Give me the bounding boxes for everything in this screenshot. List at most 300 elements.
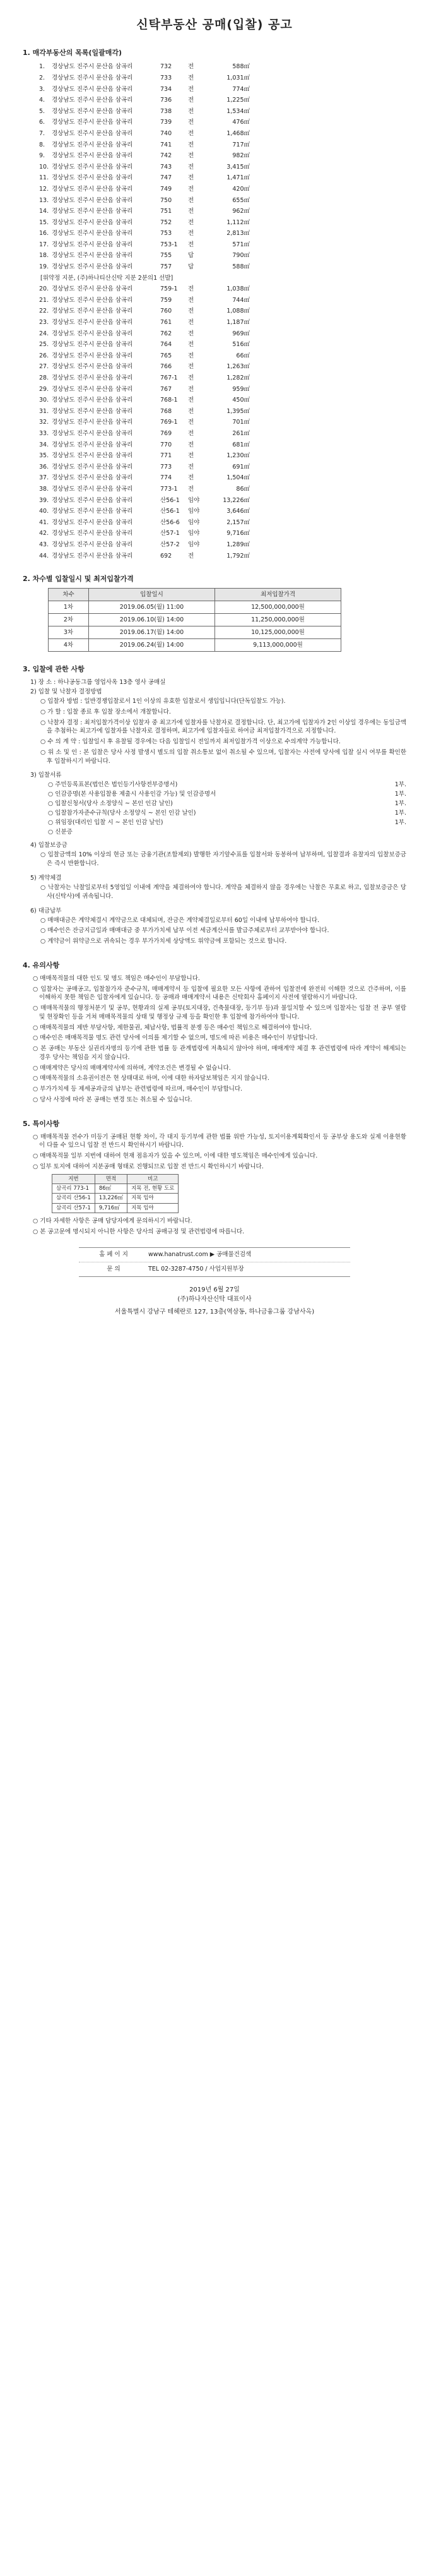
list-item [39, 217, 406, 229]
property-no: 37. [39, 474, 49, 482]
deposit-text: ○ 입찰금액의 10% 이상의 현금 또는 금융기관(조합제외) 발행한 자기앞수표를 입찰서와 동봉하여 납부하며, 입찰결과 유찰자의 입찰보증금은 즉시 반환합니다. [40, 851, 406, 868]
cell-note: 지목 임야 [127, 1203, 179, 1213]
table-row [49, 614, 341, 626]
property-area: 1,263㎡ [226, 363, 250, 371]
section5-heading: 5. 특이사항 [23, 1119, 60, 1128]
property-area: 790㎡ [232, 252, 250, 260]
property-no: 15. [39, 219, 49, 226]
private-contract-item: ○ 수 의 계 약 : 입찰일시 후 유찰될 경우에는 다음 입찰일시 전일까지 최저입찰가격 이상으로 수의계약 가능합니다. [40, 738, 341, 746]
property-lot: 740 [160, 129, 172, 137]
list-item [39, 306, 406, 318]
property-address: 경상남도 진주시 문산읍 삼곡리 [52, 163, 133, 171]
property-address: 경상남도 진주시 문산읍 삼곡리 [52, 285, 133, 293]
special-item: ○ 매매목적물 전수가 미등기 공매된 현황 차이, 각 대지 등기부에 관한 법률 위반 가능성, 토지이용계획확인서 등 공부상 용도와 실제 이용현황이 다를 수 있으니 입찰 전 반드시 확인하시기 바랍니다. [33, 1133, 406, 1149]
property-address: 경상남도 진주시 문산읍 삼곡리 [52, 152, 133, 160]
property-lot: 753 [160, 230, 172, 237]
property-type: 임야 [188, 518, 200, 526]
table-row [49, 626, 341, 639]
property-area: 774㎡ [232, 85, 250, 93]
property-no: 31. [39, 407, 49, 415]
property-area: 420㎡ [232, 185, 250, 193]
list-item [39, 261, 406, 273]
property-type: 임야 [188, 530, 200, 537]
col-header-round: 차수 [49, 589, 89, 601]
property-lot: 751 [160, 208, 172, 215]
property-address: 경상남도 진주시 문산읍 삼곡리 [52, 363, 133, 371]
property-lot: 762 [160, 330, 172, 337]
property-no: 23. [39, 319, 49, 326]
property-type: 전 [188, 208, 194, 215]
property-lot: 769-1 [160, 419, 178, 426]
special-address-table [52, 1174, 179, 1213]
list-item [39, 61, 406, 73]
list-item [39, 339, 406, 350]
list-item [39, 462, 406, 473]
property-type: 임야 [188, 496, 200, 504]
section4-heading: 4. 유의사항 [23, 961, 60, 969]
contract-heading: 5) 계약체결 [30, 874, 62, 882]
winner-item: ○ 낙찰자 결정 : 최저입찰가격이상 입찰자 중 최고가에 입찰자를 낙찰자로 결정합니다. 단, 최고가에 입찰자가 2인 이상일 경우에는 동일금액을 추첨하는 최고가에 입찰자를 낙찰자로 결정하며, 최고가에 입찰자들로 하여금 최저입찰가격으로 지정합니다. [40, 719, 406, 735]
property-type: 전 [188, 163, 194, 171]
property-area: 9,716㎡ [226, 530, 250, 537]
property-lot: 산57-2 [160, 541, 180, 548]
property-address: 경상남도 진주시 문산읍 삼곡리 [52, 107, 133, 115]
property-area: 969㎡ [232, 330, 250, 337]
document-count: 1부. [394, 781, 406, 789]
document-label: ○ 입찰신청서(당사 소정양식 ~ 본인 인감 날인) [48, 800, 173, 808]
property-type: 전 [188, 219, 194, 226]
list-item [39, 251, 406, 262]
property-address: 경상남도 진주시 문산읍 삼곡리 [52, 319, 133, 326]
property-no: 10. [39, 163, 49, 171]
property-address: 경상남도 진주시 문산읍 삼곡리 [52, 219, 133, 226]
special-item: ○ 본 공고문에 명시되지 아니한 사항은 당사의 공매규정 및 관련법령에 따릅니다. [33, 1228, 245, 1235]
cell-lot: 삼곡리 산57-1 [52, 1203, 95, 1213]
caution-item: ○ 부가가치세 등 제세공과금의 납부는 관련법령에 따르며, 매수인이 부담합니다. [33, 1086, 243, 1093]
document-count: 1부. [394, 800, 406, 808]
list-item [39, 284, 406, 295]
property-type: 전 [188, 397, 194, 404]
list-item [39, 373, 406, 384]
cell-round: 3차 [49, 626, 89, 639]
cell-note: 지목 임야 [127, 1194, 179, 1203]
contact-row [79, 1262, 350, 1276]
caution-item: ○ 본 공매는 부동산 실권리자명의 등기에 관한 법률 등 관계법령에 저촉되지 않아야 하며, 매매계약 체결 후 관련법령에 따라 계약이 해제되는 경우 당사는 책임을 지지 않습니다. [33, 1045, 406, 1061]
property-no: 16. [39, 230, 49, 237]
table-row [49, 601, 341, 614]
caution-item: ○ 매매목적물의 제반 부담사항, 제한물권, 체납사항, 법률적 분쟁 등은 매수인 책임으로 해결하여야 합니다. [33, 1024, 312, 1031]
property-area: 1,112㎡ [226, 219, 250, 226]
property-no: 20. [39, 285, 49, 293]
property-address: 경상남도 진주시 문산읍 삼곡리 [52, 518, 133, 526]
cell-lot: 삼곡리 산56-1 [52, 1194, 95, 1203]
property-no: 21. [39, 296, 49, 304]
col-header-note: 비고 [127, 1174, 179, 1183]
property-type: 전 [188, 129, 194, 137]
method-item: ○ 입찰자 방법 : 일반경쟁입찰로서 1인 이상의 유효한 입찰로서 생입입니다(단독입찰도 가능). [40, 698, 286, 705]
property-note: [위약정 지분, (주)하나티산신탁 지분 2분의1 선발] [40, 274, 173, 282]
list-item [39, 206, 406, 217]
property-type: 전 [188, 107, 194, 115]
contact-value: TEL 02-3287-4750 / 사업지원부장 [148, 1266, 244, 1273]
property-type: 전 [188, 385, 194, 393]
property-no: 35. [39, 452, 49, 460]
property-no: 28. [39, 374, 49, 382]
property-address: 경상남도 진주시 문산읍 삼곡리 [52, 496, 133, 504]
contact-row [79, 1248, 350, 1262]
cell-date: 2019.06.17(월) 14:00 [89, 626, 215, 639]
property-address: 경상남도 진주시 문산읍 삼곡리 [52, 208, 133, 215]
list-item [39, 384, 406, 395]
property-area: 3,415㎡ [226, 163, 250, 171]
property-no: 5. [39, 107, 45, 115]
property-lot: 753-1 [160, 241, 178, 248]
list-item [39, 239, 406, 251]
document-label: ○ 인감증명(본 사용입찰용 제출시 사용인감 가능) 및 인감증명서 [48, 791, 216, 798]
payment-text-2: ○ 매수인은 잔금지급일과 매매대금 중 부가가치세 납부 이전 세금계산서를 발급주체로부터 교부받아야 합니다. [40, 927, 329, 935]
property-lot: 770 [160, 441, 172, 448]
property-lot: 743 [160, 163, 172, 171]
property-type: 답 [188, 252, 194, 260]
property-no: 19. [39, 263, 49, 271]
cell-price: 12,500,000,000원 [215, 601, 341, 614]
property-area: 962㎡ [232, 208, 250, 215]
cell-note: 지목 전, 현황 도로 [127, 1184, 179, 1194]
section3-heading: 3. 입찰에 관한 사항 [23, 665, 85, 674]
property-area: 588㎡ [232, 263, 250, 271]
document-count: 1부. [394, 819, 406, 827]
property-address: 경상남도 진주시 문산읍 삼곡리 [52, 419, 133, 426]
property-lot: 742 [160, 152, 172, 160]
property-address: 경상남도 진주시 문산읍 삼곡리 [52, 429, 133, 437]
cancel-item: ○ 위 소 및 인 : 본 입찰은 당사 사정 발생시 별도의 입찰 취소통보 없이 취소될 수 있으며, 입찰자는 사전에 당사에 입찰 실시 여부를 확인한 후 입찰하시기 바랍니다. [40, 748, 406, 765]
property-lot: 741 [160, 141, 172, 148]
property-area: 1,468㎡ [226, 129, 250, 137]
property-type: 전 [188, 241, 194, 248]
property-type: 전 [188, 474, 194, 482]
property-lot: 771 [160, 452, 172, 460]
list-item [39, 528, 406, 539]
property-lot: 739 [160, 119, 172, 126]
property-no: 7. [39, 129, 45, 137]
list-item [39, 406, 406, 417]
cell-price: 11,250,000,000원 [215, 614, 341, 626]
property-address: 경상남도 진주시 문산읍 삼곡리 [52, 174, 133, 182]
property-lot: 734 [160, 85, 172, 93]
document-item [30, 818, 406, 828]
table-header-row [52, 1174, 179, 1183]
list-item [39, 150, 406, 162]
cell-round: 4차 [49, 639, 89, 652]
property-area: 13,226㎡ [223, 496, 250, 504]
caution-item: ○ 매매목적물의 행정처분기 및 공부, 현황과의 실제 공부(토지대장, 건축물대장, 등기부 등)과 불일치할 수 있으며 입찰자는 입찰 전 공부 열람 및 현장확인 등을 거쳐 매매목적물의 상태 및 행정상 규제 등을 확인한 후 입찰에 참가하여야 합니다. [33, 1005, 406, 1021]
property-address: 경상남도 진주시 문산읍 삼곡리 [52, 352, 133, 359]
property-lot: 산56-1 [160, 508, 180, 515]
property-area: 1,792㎡ [226, 552, 250, 560]
property-type: 임야 [188, 508, 200, 515]
property-lot: 산56-1 [160, 496, 180, 504]
cell-date: 2019.06.05(월) 11:00 [89, 601, 215, 614]
property-no: 29. [39, 385, 49, 393]
cell-price: 9,113,000,000원 [215, 639, 341, 652]
list-item [39, 117, 406, 128]
document-label: ○ 입찰참가자준수규칙(당사 소정양식 ~ 본인 인감 날인) [48, 810, 196, 817]
property-area: 476㎡ [232, 119, 250, 126]
special-item: ○ 매매목적물 일부 지번에 대하여 현재 점유자가 있을 수 있으며, 이에 대한 명도책임은 매수인에게 있습니다. [33, 1153, 318, 1160]
property-address: 경상남도 진주시 문산읍 삼곡리 [52, 530, 133, 537]
property-area: 1,471㎡ [226, 174, 250, 182]
caution-item: ○ 매매목적물의 대한 인도 및 명도 책임은 매수인이 부담합니다. [33, 974, 200, 982]
property-no: 1. [39, 63, 45, 71]
property-type: 전 [188, 363, 194, 371]
property-no: 14. [39, 208, 49, 215]
section1-heading: 1. 매각부동산의 목록(일괄매각) [23, 48, 122, 57]
list-item [39, 395, 406, 406]
cell-area: 86㎡ [95, 1184, 127, 1194]
caution-item: ○ 매수인은 매매목적물 명도 관련 당사에 이의를 제기할 수 없으며, 명도에 따른 비용은 매수인이 부담합니다. [33, 1034, 318, 1042]
property-area: 1,088㎡ [226, 308, 250, 315]
list-item [39, 84, 406, 95]
property-area: 588㎡ [232, 63, 250, 71]
property-no: 11. [39, 174, 49, 182]
document-label: ○ 주민등록표본(법인은 법인등기사항전부증명서) [48, 781, 178, 789]
property-area: 744㎡ [232, 296, 250, 304]
list-item [39, 195, 406, 207]
list-item [39, 128, 406, 140]
property-address: 경상남도 진주시 문산읍 삼곡리 [52, 508, 133, 515]
property-area: 701㎡ [232, 419, 250, 426]
property-area: 1,534㎡ [226, 107, 250, 115]
property-type: 전 [188, 174, 194, 182]
property-no: 3. [39, 85, 45, 93]
property-lot: 736 [160, 97, 172, 104]
cell-lot: 삼곡리 773-1 [52, 1184, 95, 1194]
list-item [39, 172, 406, 184]
list-item [39, 162, 406, 173]
list-item [39, 184, 406, 195]
list-item [39, 328, 406, 340]
table-row [52, 1203, 179, 1213]
table-header-row [49, 589, 341, 601]
property-address: 경상남도 진주시 문산읍 삼곡리 [52, 241, 133, 248]
property-area: 571㎡ [232, 241, 250, 248]
property-type: 전 [188, 330, 194, 337]
property-lot: 760 [160, 308, 172, 315]
contact-box [79, 1247, 350, 1277]
property-type: 전 [188, 63, 194, 71]
list-item [39, 350, 406, 362]
property-area: 1,225㎡ [226, 97, 250, 104]
property-address: 경상남도 진주시 문산읍 삼곡리 [52, 407, 133, 415]
property-type: 전 [188, 429, 194, 437]
property-address: 경상남도 진주시 문산읍 삼곡리 [52, 330, 133, 337]
list-item [39, 484, 406, 495]
property-type: 전 [188, 441, 194, 448]
list-item [39, 539, 406, 551]
property-no: 44. [39, 552, 49, 560]
property-area: 1,504㎡ [226, 474, 250, 482]
document-label: ○ 위임장(대리인 입찰 시 ~ 본인 인감 날인) [48, 819, 163, 827]
property-type: 전 [188, 552, 194, 560]
property-area: 2,157㎡ [226, 518, 250, 526]
property-list [39, 61, 406, 561]
list-item [39, 517, 406, 529]
contact-key: 홈 페 이 지 [99, 1251, 128, 1259]
property-area: 717㎡ [232, 141, 250, 148]
property-type: 전 [188, 230, 194, 237]
property-lot: 755 [160, 252, 172, 260]
contact-value: www.hanatrust.com ▶ 공매물건검색 [148, 1251, 252, 1259]
property-lot: 773 [160, 463, 172, 470]
property-no: 32. [39, 419, 49, 426]
list-item [39, 317, 406, 328]
contract-text: ○ 낙찰자는 낙찰일로부터 5영업일 이내에 계약을 체결하여야 합니다. 계약을 체결하지 않을 경우에는 낙찰은 무효로 하고, 입찰보증금은 당사(신탁사)에 귀속됩니다. [40, 884, 406, 900]
property-type: 전 [188, 85, 194, 93]
document-label: ○ 신분증 [48, 829, 73, 836]
section5-body [30, 1133, 406, 1237]
property-lot: 산56-6 [160, 518, 180, 526]
property-lot: 773-1 [160, 485, 178, 493]
property-no: 40. [39, 508, 49, 515]
property-address: 경상남도 진주시 문산읍 삼곡리 [52, 129, 133, 137]
property-no: 27. [39, 363, 49, 371]
cell-date: 2019.06.10(월) 14:00 [89, 614, 215, 626]
property-lot: 767 [160, 385, 172, 393]
list-item [39, 495, 406, 506]
property-no: 24. [39, 330, 49, 337]
property-address: 경상남도 진주시 문산읍 삼곡리 [52, 74, 133, 81]
property-no: 34. [39, 441, 49, 448]
property-lot: 774 [160, 474, 172, 482]
property-lot: 767-1 [160, 374, 178, 382]
cell-round: 2차 [49, 614, 89, 626]
section3-body [30, 678, 406, 946]
property-lot: 759-1 [160, 285, 178, 293]
property-address: 경상남도 진주시 문산읍 삼곡리 [52, 374, 133, 382]
document-count: 1부. [394, 810, 406, 817]
page-title: 신탁부동산 공매(입찰) 공고 [136, 18, 293, 32]
property-type: 전 [188, 407, 194, 415]
table-row [49, 639, 341, 652]
section4-body [30, 974, 406, 1105]
document-count: 1부. [394, 791, 406, 798]
list-item [39, 228, 406, 239]
caution-item: ○ 매매목적물의 소유권이전은 현 상태대로 하며, 이에 대한 하자담보책임은 지지 않습니다. [33, 1075, 269, 1082]
property-type: 전 [188, 374, 194, 382]
property-area: 516㎡ [232, 341, 250, 349]
document-count [381, 828, 406, 837]
property-address: 경상남도 진주시 문산읍 삼곡리 [52, 385, 133, 393]
property-no: 41. [39, 518, 49, 526]
document-item [30, 790, 406, 800]
col-header-price: 최저입찰가격 [215, 589, 341, 601]
caution-item: ○ 매매계약은 당사의 매매계약서에 의하며, 계약조건은 변경될 수 없습니다. [33, 1064, 231, 1072]
property-type: 전 [188, 319, 194, 326]
property-area: 1,230㎡ [226, 452, 250, 460]
property-address: 경상남도 진주시 문산읍 삼곡리 [52, 541, 133, 548]
property-address: 경상남도 진주시 문산읍 삼곡리 [52, 485, 133, 493]
property-lot: 747 [160, 174, 172, 182]
property-no: 22. [39, 308, 49, 315]
property-lot: 752 [160, 219, 172, 226]
list-item [39, 95, 406, 106]
payment-text-3: ○ 계약금이 위약금으로 귀속되는 경우 부가가치세 상당액도 위약금에 포함되는 것으로 합니다. [40, 938, 287, 945]
property-lot: 738 [160, 107, 172, 115]
property-lot: 764 [160, 341, 172, 349]
contact-key: 문 의 [107, 1266, 120, 1273]
list-item [39, 295, 406, 306]
table-row [52, 1194, 179, 1203]
property-lot: 766 [160, 363, 172, 371]
cell-area: 9,716㎡ [95, 1203, 127, 1213]
property-lot: 769 [160, 429, 172, 437]
document-item [30, 809, 406, 818]
property-lot: 768 [160, 407, 172, 415]
list-item [39, 73, 406, 84]
payment-heading: 6) 대금납부 [30, 907, 62, 914]
caution-item: ○ 입찰자는 공매공고, 입찰참가자 준수규칙, 매매계약서 등 입찰에 필요한 모든 사항에 관하여 입찰전에 완전히 이해한 것으로 간주하며, 이를 이해하지 못한 책임은 입찰자에게 있습니다. 등 공매과 매매계약서 내용은 신탁회사 홈페이지 사전에 열람하시기 바랍니다. [33, 985, 406, 1002]
list-item [39, 551, 406, 562]
property-type: 전 [188, 485, 194, 493]
property-area: 691㎡ [232, 463, 250, 470]
list-item [39, 472, 406, 484]
property-address: 경상남도 진주시 문산읍 삼곡리 [52, 441, 133, 448]
list-item [39, 440, 406, 451]
property-address: 경상남도 진주시 문산읍 삼곡리 [52, 230, 133, 237]
property-no: 39. [39, 496, 49, 504]
section2-heading: 2. 차수별 입찰일시 및 최저입찰가격 [23, 575, 134, 584]
footer-company: (주)하나자산신탁 대표이사 [177, 1295, 252, 1303]
property-no: 9. [39, 152, 45, 160]
property-address: 경상남도 진주시 문산읍 삼곡리 [52, 196, 133, 204]
property-area: 1,395㎡ [226, 407, 250, 415]
property-address: 경상남도 진주시 문산읍 삼곡리 [52, 252, 133, 260]
document-item [30, 781, 406, 790]
property-type: 전 [188, 119, 194, 126]
special-item: ○ 기타 자세한 사항은 공매 담당자에게 문의하시기 바랍니다. [33, 1217, 192, 1225]
property-address: 경상남도 진주시 문산읍 삼곡리 [52, 97, 133, 104]
property-address: 경상남도 진주시 문산읍 삼곡리 [52, 452, 133, 460]
property-no: 12. [39, 185, 49, 193]
property-address: 경상남도 진주시 문산읍 삼곡리 [52, 474, 133, 482]
property-type: 전 [188, 285, 194, 293]
list-item [39, 428, 406, 440]
property-area: 959㎡ [232, 385, 250, 393]
property-type: 전 [188, 97, 194, 104]
property-no: 6. [39, 119, 45, 126]
property-no: 25. [39, 341, 49, 349]
property-type: 임야 [188, 541, 200, 548]
property-no: 42. [39, 530, 49, 537]
footer-address: 서울특별시 강남구 테헤란로 127, 13층(역삼동, 하나금융그룹 강남사옥) [114, 1309, 315, 1315]
property-type: 전 [188, 152, 194, 160]
cell-price: 10,125,000,000원 [215, 626, 341, 639]
property-area: 1,282㎡ [226, 374, 250, 382]
property-address: 경상남도 진주시 문산읍 삼곡리 [52, 85, 133, 93]
property-area: 86㎡ [236, 485, 250, 493]
property-type: 전 [188, 452, 194, 460]
property-address: 경상남도 진주시 문산읍 삼곡리 [52, 263, 133, 271]
property-type: 전 [188, 352, 194, 359]
property-no: 36. [39, 463, 49, 470]
property-type: 전 [188, 419, 194, 426]
property-type: 전 [188, 296, 194, 304]
document-item [30, 800, 406, 809]
property-lot: 759 [160, 296, 172, 304]
property-address: 경상남도 진주시 문산읍 삼곡리 [52, 341, 133, 349]
list-item [39, 106, 406, 117]
documents-list [30, 781, 406, 837]
